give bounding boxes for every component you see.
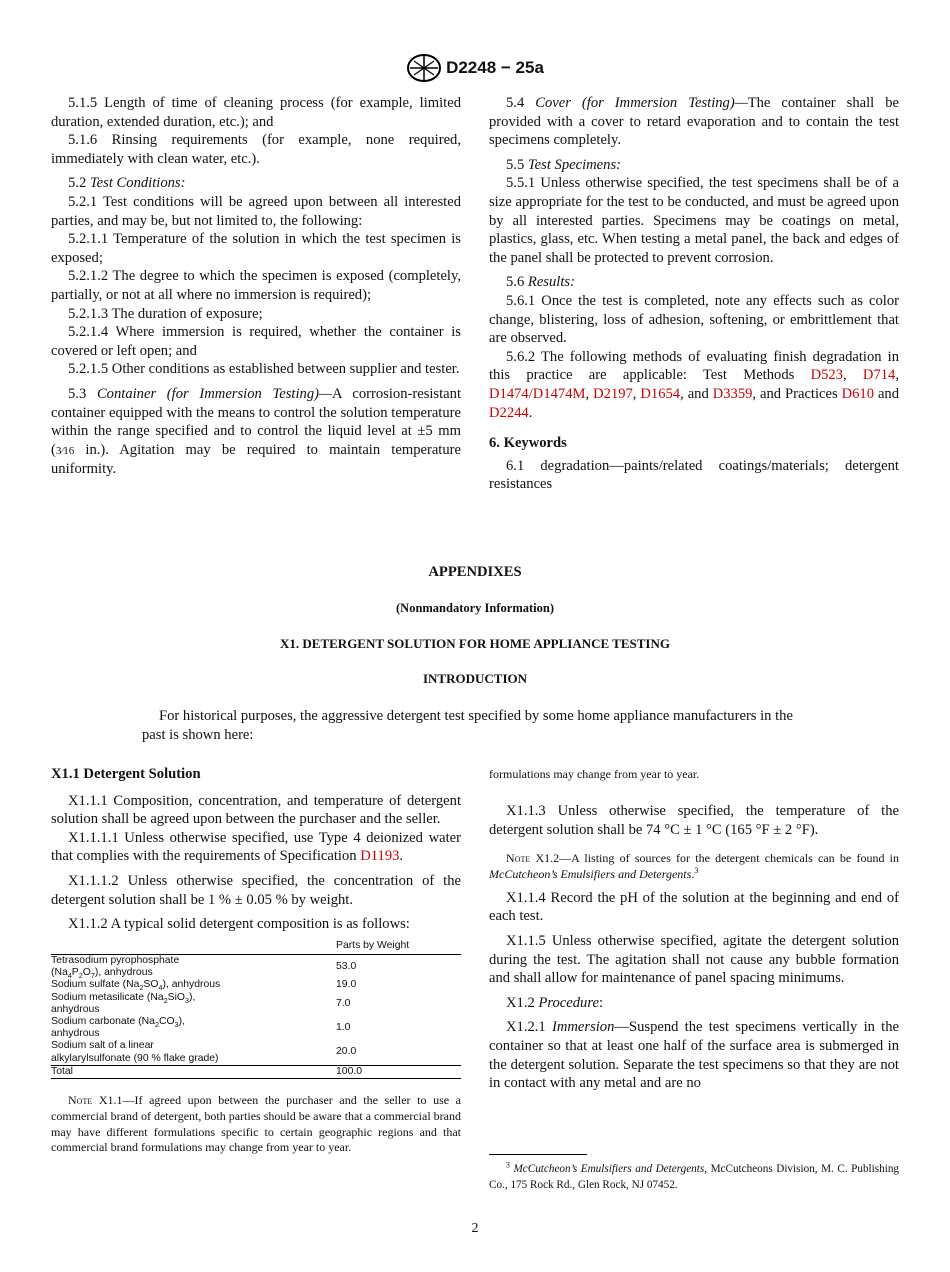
para-5-2-1-4: 5.2.1.4 Where immersion is required, whether the container is covered or left open; and — [51, 324, 461, 359]
heading-keywords: 6. Keywords — [489, 435, 567, 452]
heading-x1-1: X1.1 Detergent Solution — [51, 766, 201, 782]
heading-5-2: 5.2 Test Conditions: — [68, 175, 186, 192]
table-row — [51, 954, 461, 979]
table-total-value: 100.0 — [327, 1065, 461, 1078]
ref-d523[interactable]: D523 — [810, 367, 843, 384]
para-x1-1-1: X1.1.1 Composition, concentration, and temperature of detergent solution shall be agreed upon between the purchaser and the seller. — [51, 792, 461, 828]
para-x1-1-3: X1.1.3 Unless otherwise specified, the temperature of the detergent solution shall be 74 °C ± 1 °C (165 °F ± 2 °F). — [489, 803, 899, 838]
left-column-top — [51, 94, 461, 479]
x1-title: X1. DETERGENT SOLUTION FOR HOME APPLIANCE TESTING — [280, 636, 670, 651]
astm-logo-icon — [406, 53, 442, 83]
ref-d714[interactable]: D714 — [862, 367, 896, 384]
para-5-2-1-2: 5.2.1.2 The degree to which the specimen is exposed (completely, partially, or not at all where no immersion is required); — [51, 268, 461, 303]
table-cell-value: 1.0 — [336, 1022, 351, 1034]
para-x1-1-1-2: X1.1.1.2 Unless otherwise specified, the concentration of the detergent solution shall be 1 % ± 0.05 % by weight. — [51, 872, 461, 908]
table-cell-name: Sodium sulfate $(Na_2SO_4)$, anhydrous — [51, 979, 221, 993]
table-row — [51, 1016, 461, 1040]
para-5-2-1: 5.2.1 Test conditions will be agreed upon between all interested parties, and may be, but not limited to, the following: — [51, 193, 461, 229]
table-total-label: Total — [51, 1065, 327, 1078]
para-5-6-1: 5.6.1 Once the test is completed, note any effects such as color change, blistering, loss of adhesion, softening, or embrittlement that are observed. — [489, 292, 899, 347]
heading-5-6: 5.6 Results: — [506, 274, 575, 291]
para-5-2-1-3: 5.2.1.3 The duration of exposure; — [68, 305, 263, 322]
ref-d1193[interactable]: D1193 — [360, 848, 400, 865]
para-x1-2-1: X1.2.1 Immersion—Suspend the test specimens vertically in the container so that at least one half of the surface area is submerged in the detergent solution. Separate the test specimens so that they are not in contact with any metal and are no — [489, 1019, 899, 1092]
para-5-1-6: 5.1.6 Rinsing requirements (for example, none required, immediately with clean water, etc.). — [51, 132, 461, 167]
para-x1-1-1-1: X1.1.1.1 Unless otherwise specified, use Type 4 deionized water that complies with the requirements of Specification D1193. — [51, 829, 461, 865]
table-cell-value: 53.0 — [327, 954, 461, 979]
table-cell-value: 7.0 — [336, 997, 351, 1009]
ref-d1654[interactable]: D1654 — [640, 385, 681, 402]
ref-d2244[interactable]: D2244 — [489, 404, 529, 421]
table-cell-name: Sodium carbonate $(Na_2CO_3)$, anhydrous — [51, 1015, 186, 1040]
appendixes-title: APPENDIXES — [428, 564, 522, 580]
para-5-6-2: 5.6.2 The following methods of evaluating finish degradation in this practice are applicable: Test Methods D523, D714, D1474/D1474M, D2197, D1654, and D3359, and Practices D610 and D2244. — [489, 348, 900, 421]
para-6-1: 6.1 degradation—paints/related coatings/materials; detergent resistances — [489, 457, 899, 493]
left-column-bottom — [51, 765, 461, 1156]
ref-d3359[interactable]: D3359 — [712, 385, 753, 402]
table-cell-name: Sodium metasilicate $(Na_2SiO_3)$, anhydrous — [51, 991, 196, 1015]
ref-d1474[interactable]: D1474/D1474M — [489, 385, 586, 402]
para-5-2-1-1: 5.2.1.1 Temperature of the solution in which the test specimen is exposed; — [51, 231, 461, 266]
para-x1-1-2: X1.1.2 A typical solid detergent composition is as follows: — [68, 916, 410, 933]
note-x1-1-continued: formulations may change from year to year. — [489, 767, 700, 782]
footnote-divider — [489, 1154, 587, 1155]
composition-table — [51, 940, 461, 1079]
heading-x1-2: X1.2 Procedure: — [506, 994, 604, 1011]
heading-5-5: 5.5 Test Specimens: — [506, 156, 621, 173]
table-total-row — [51, 1065, 461, 1078]
note-x1-2: Note X1.2—A listing of sources for the detergent chemicals can be found in McCutcheon’s Emulsifiers and Detergents.$^3$ — [489, 851, 900, 881]
table-row — [51, 979, 461, 991]
para-5-1-5: 5.1.5 Length of time of cleaning process (for example, limited duration, extended duration, etc.); and — [51, 95, 461, 130]
para-5-3: 5.3 Container (for Immersion Testing)—A corrosion-resistant container equipped with the means to control the solution temperature within the range specified and to control the liquid level at ±5 mm (3⁄16 in.). Agitation may be required to maintain temperature uniformity. — [51, 385, 461, 478]
appendix-subtitle: (Nonmandatory Information) — [396, 601, 554, 615]
table-header-parts: Parts by Weight — [336, 939, 410, 951]
page-number: 2 — [471, 1221, 479, 1236]
para-5-5-1: 5.5.1 Unless otherwise specified, the test specimens shall be of a size appropriate for the test to be conducted, and must be agreed upon by all interested parties. Specimens may be coatings on metal, plastics, glass, etc. When testing a metal panel, the back and edges of the panel shall be protected to prevent corrosion. — [489, 175, 899, 266]
table-cell-value: 19.0 — [336, 979, 357, 991]
note-x1-1: Note X1.1—If agreed upon between the purchaser and the seller to use a commercial brand of detergent, both parties should be aware that a commercial brand may have different formulations specific to certain geographic regions and that commercial brand formulations may change from year to year. — [51, 1092, 462, 1155]
table-cell-name: Tetrasodium pyrophosphate $(Na_4P_2O_7)$, anhydrous — [51, 954, 327, 979]
table-row — [51, 992, 461, 1016]
table-header-row — [51, 940, 461, 955]
introduction-heading: INTRODUCTION — [422, 671, 527, 686]
right-column-top — [489, 94, 899, 494]
right-column-bottom — [489, 767, 899, 1093]
para-x1-1-4: X1.1.4 Record the pH of the solution at the beginning and end of each test. — [489, 889, 899, 925]
page-header — [0, 53, 950, 83]
table-cell-value: 20.0 — [336, 1046, 357, 1058]
ref-d2197[interactable]: D2197 — [593, 385, 633, 402]
footnote-3: $^3$ McCutcheon’s Emulsifiers and Detergents, McCutcheons Division, M. C. Publishing Co., 175 Rock Rd., Glen Rock, NJ 07452. — [489, 1160, 900, 1191]
introduction-text: For historical purposes, the aggressive detergent test specified by some home appliance manufacturers in the past is shown here: — [142, 708, 793, 743]
table-cell-name: Sodium salt of a linear alkylarylsulfonate (90 % flake grade) — [51, 1040, 219, 1064]
ref-d610[interactable]: D610 — [841, 385, 875, 402]
document-id: D2248 − 25a — [446, 58, 544, 77]
para-5-4: 5.4 Cover (for Immersion Testing)—The container shall be provided with a cover to retard evaporation and to contain the test specimens completely. — [489, 95, 899, 149]
para-5-2-1-5: 5.2.1.5 Other conditions as established between supplier and tester. — [68, 361, 460, 378]
table-row — [51, 1040, 461, 1065]
para-x1-1-5: X1.1.5 Unless otherwise specified, agitate the detergent solution during the test. The agitation shall not cause any bubble formation and shall allow for maintenance of panel spacing minimums. — [489, 932, 899, 987]
